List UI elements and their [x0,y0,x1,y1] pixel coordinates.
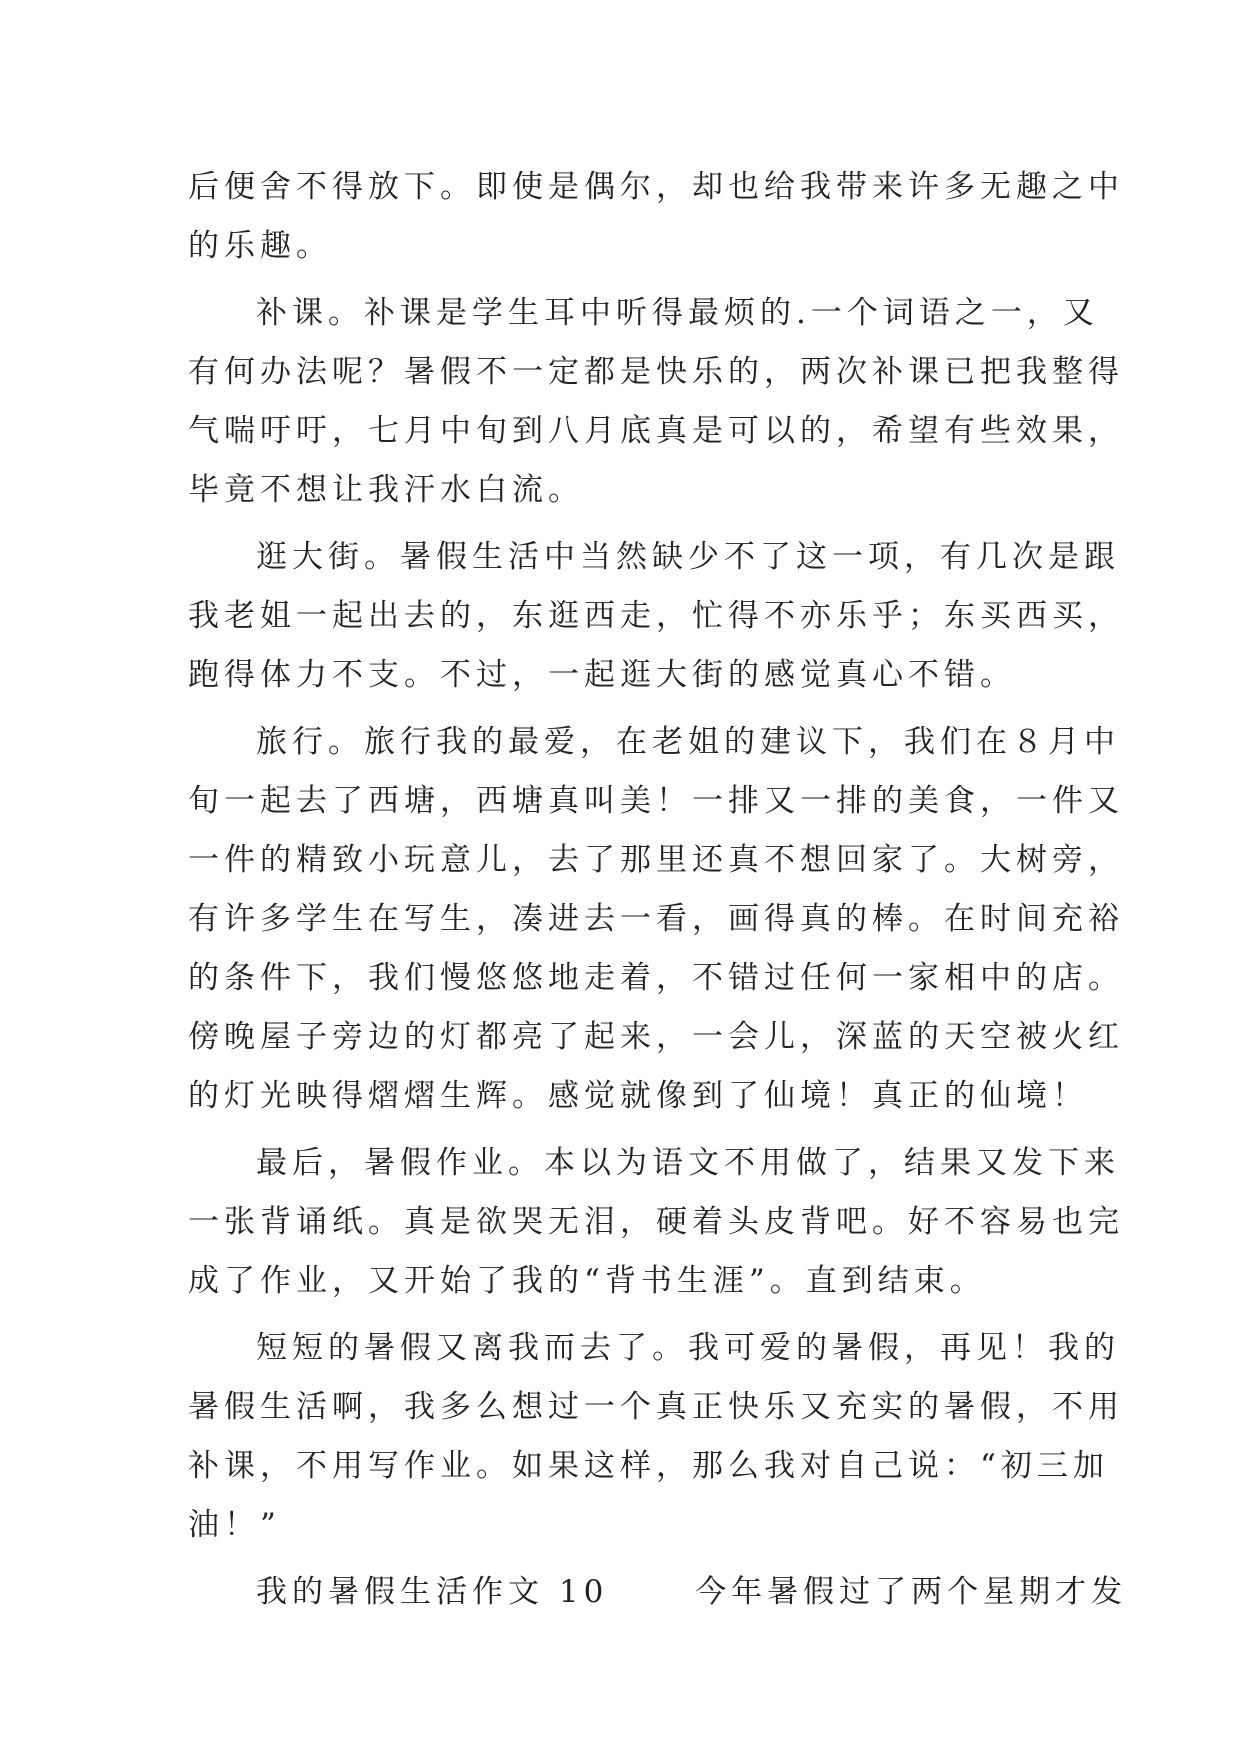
paragraph-start-line: 补课。补课是学生耳中听得最烦的.一个词语之一，又 [256,295,1099,331]
section-heading-line: 我的暑假生活作文 10 今年暑假过了两个星期才发 [256,1574,1128,1610]
text-line: 补课，不用写作业。如果这样，那么我对自己说：“初三加 [188,1448,1109,1484]
text-line: 的灯光映得熠熠生辉。感觉就像到了仙境！真正的仙境！ [188,1078,1088,1114]
text-line: 我老姐一起出去的，东逛西走，忙得不亦乐乎；东买西买， [188,598,1124,634]
text-line: 成了作业，又开始了我的“背书生涯”。直到结束。 [188,1263,986,1299]
text-line: 一件的精致小玩意儿，去了那里还真不想回家了。大树旁， [188,842,1124,878]
paragraph-start-line: 旅行。旅行我的最爱，在老姐的建议下，我们在８月中 [256,724,1120,760]
text-line: 暑假生活啊，我多么想过一个真正快乐又充实的暑假，不用 [188,1389,1124,1425]
text-line: 毕竟不想让我汗水白流。 [188,472,584,508]
text-line: 后便舍不得放下。即使是偶尔，却也给我带来许多无趣之中 [188,169,1124,205]
text-line: 的乐趣。 [188,228,332,264]
text-line: 一张背诵纸。真是欲哭无泪，硬着头皮背吧。好不容易也完 [188,1204,1124,1240]
text-line: 的条件下，我们慢悠悠地走着，不错过任何一家相中的店。 [188,960,1124,996]
text-line: 傍晚屋子旁边的灯都亮了起来，一会儿，深蓝的天空被火红 [188,1019,1124,1055]
paragraph-start-line: 逛大街。暑假生活中当然缺少不了这一项，有几次是跟 [256,539,1120,575]
text-line: 旬一起去了西塘，西塘真叫美！一排又一排的美食，一件又 [188,783,1124,819]
text-line: 油！” [188,1507,281,1543]
text-line: 气喘吁吁，七月中旬到八月底真是可以的，希望有些效果， [188,413,1124,449]
text-line: 有许多学生在写生，凑进去一看，画得真的棒。在时间充裕 [188,901,1124,937]
paragraph-start-line: 短短的暑假又离我而去了。我可爱的暑假，再见！我的 [256,1330,1120,1366]
text-line: 跑得体力不支。不过，一起逛大街的感觉真心不错。 [188,657,1016,693]
text-line: 有何办法呢？暑假不一定都是快乐的，两次补课已把我整得 [188,354,1124,390]
paragraph-start-line: 最后，暑假作业。本以为语文不用做了，结果又发下来 [256,1145,1120,1181]
document-body [188,158,1128,1622]
